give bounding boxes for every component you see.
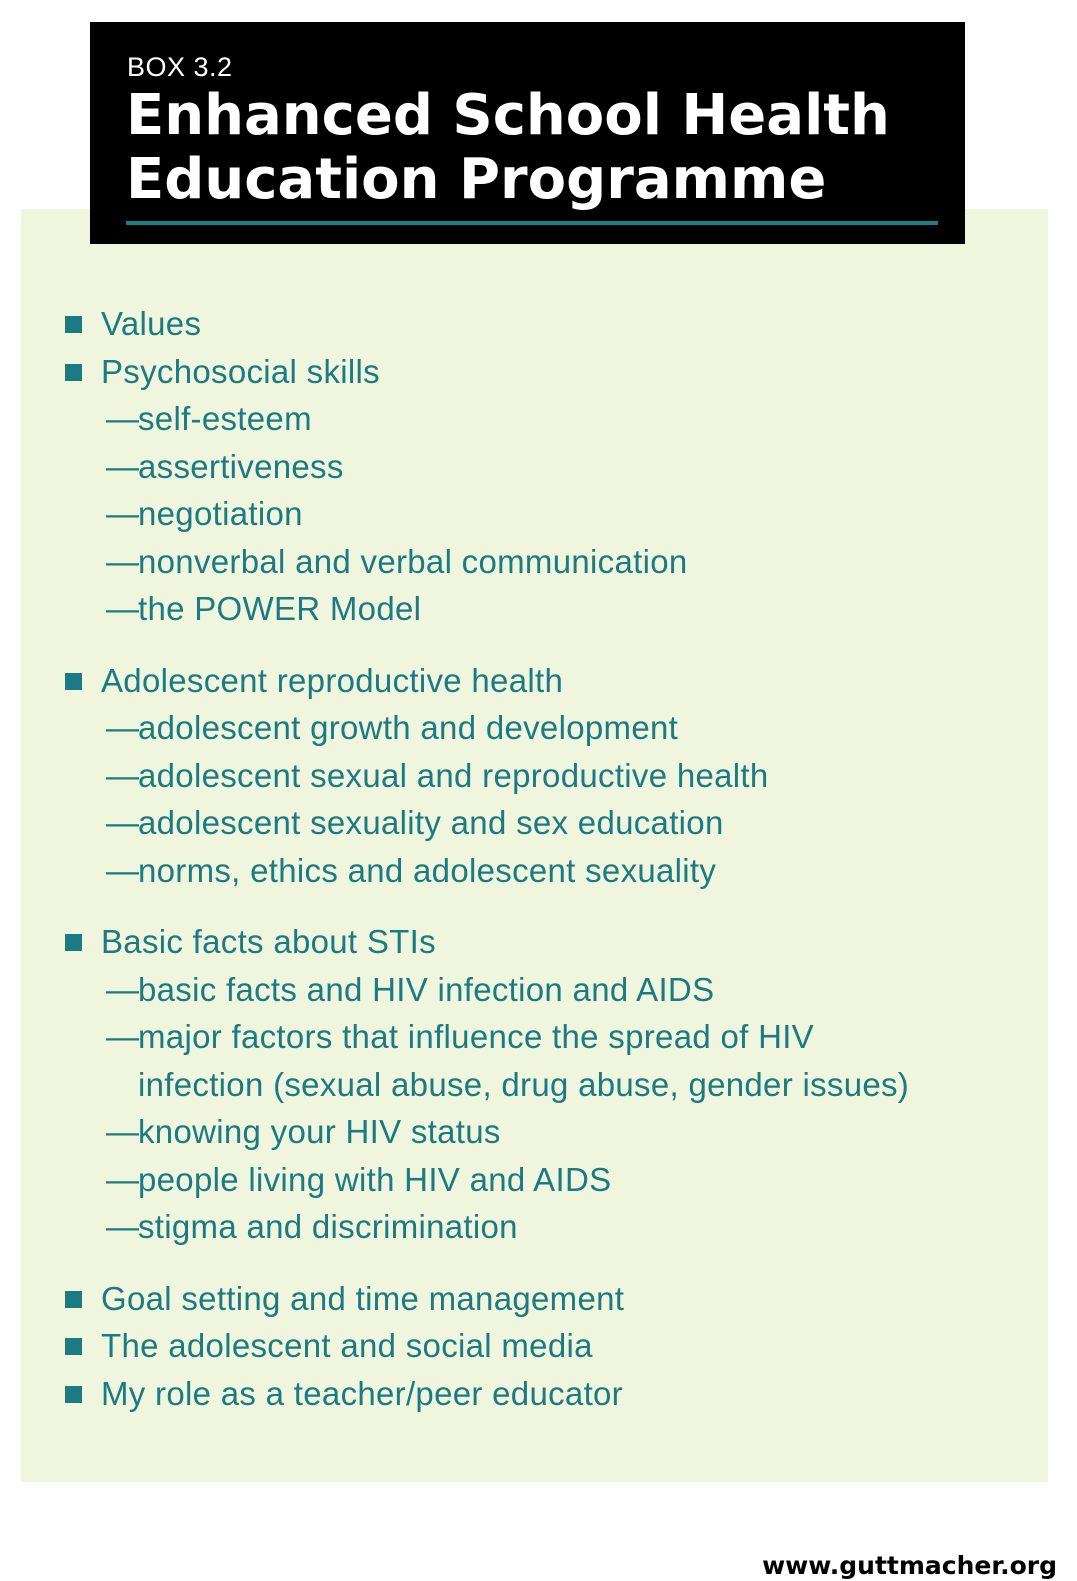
sub-list-item xyxy=(0,847,1077,895)
sub-list-item xyxy=(0,704,1077,752)
list-item xyxy=(0,657,1077,705)
dash-marker: — xyxy=(106,851,140,889)
list-item-text: adolescent sexuality and sex education xyxy=(138,804,724,841)
list-item-text: basic facts and HIV infection and AIDS xyxy=(138,970,715,1008)
sub-list-item-continuation xyxy=(0,1061,1077,1109)
box-title-line-2: Education Programme xyxy=(126,147,827,212)
square-bullet-icon xyxy=(65,934,82,951)
sub-list-item xyxy=(0,538,1077,586)
list-item-text: assertiveness xyxy=(138,447,344,485)
list-item-text: norms, ethics and adolescent sexuality xyxy=(138,851,717,889)
sub-list-item xyxy=(0,490,1077,538)
list-item-text: My role as a teacher/peer educator xyxy=(101,1374,623,1412)
list-item xyxy=(0,348,1077,396)
sub-list-item xyxy=(0,752,1077,800)
dash-marker: — xyxy=(106,756,140,794)
sub-list-item xyxy=(0,799,1077,847)
list-item-text: self-esteem xyxy=(138,400,312,437)
dash-marker: — xyxy=(106,400,140,437)
title-underline xyxy=(126,221,938,225)
list-group xyxy=(0,657,1077,895)
square-bullet-icon xyxy=(65,1338,82,1355)
list-group xyxy=(0,918,1077,1251)
list-item xyxy=(0,918,1077,966)
dash-marker: — xyxy=(106,590,140,627)
list-item-text: Basic facts about STIs xyxy=(101,923,436,960)
list-item-text: Psychosocial skills xyxy=(101,352,380,390)
list-item xyxy=(0,1275,1077,1323)
dash-marker: — xyxy=(106,709,140,746)
dash-marker: — xyxy=(106,970,140,1008)
square-bullet-icon xyxy=(65,673,82,690)
list-item-text: negotiation xyxy=(138,495,303,532)
list-item-text: infection (sexual abuse, drug abuse, gender issues) xyxy=(138,1065,910,1103)
list-item-text: stigma and discrimination xyxy=(138,1208,518,1245)
square-bullet-icon xyxy=(65,316,82,333)
list-item xyxy=(0,1370,1077,1418)
dash-marker: — xyxy=(106,804,140,841)
list-item-text: nonverbal and verbal communication xyxy=(138,542,688,580)
sub-list-item xyxy=(0,1156,1077,1204)
list-item-text: Values xyxy=(101,305,202,342)
list-item-text: major factors that influence the spread of HIV xyxy=(138,1018,814,1055)
sub-list-item xyxy=(0,966,1077,1014)
box-label: BOX 3.2 xyxy=(127,52,233,82)
list-item-text: Adolescent reproductive health xyxy=(101,661,564,699)
dash-marker: — xyxy=(106,1160,140,1198)
sub-list-item xyxy=(0,1203,1077,1251)
box-title-line-1: Enhanced School Health xyxy=(126,83,890,148)
box-title xyxy=(126,84,890,212)
list-item-text: adolescent sexual and reproductive health xyxy=(138,756,769,794)
list-item-text: adolescent growth and development xyxy=(138,709,679,746)
sub-list-item xyxy=(0,1013,1077,1061)
list-item-text: The adolescent and social media xyxy=(101,1327,593,1364)
box-header xyxy=(90,22,965,244)
dash-marker: — xyxy=(106,495,140,532)
list-group xyxy=(0,1275,1077,1418)
list-group xyxy=(0,300,1077,633)
programme-list xyxy=(0,300,1077,1441)
sub-list-item xyxy=(0,585,1077,633)
list-item xyxy=(0,1322,1077,1370)
list-item xyxy=(0,300,1077,348)
dash-marker: — xyxy=(106,447,140,485)
dash-marker: — xyxy=(106,1113,140,1150)
sub-list-item xyxy=(0,443,1077,491)
square-bullet-icon xyxy=(65,364,82,381)
list-item-text: Goal setting and time management xyxy=(101,1279,625,1317)
dash-marker: — xyxy=(106,542,140,580)
square-bullet-icon xyxy=(65,1386,82,1403)
dash-marker: — xyxy=(106,1018,140,1055)
dash-marker: — xyxy=(106,1208,140,1245)
footer-url: www.guttmacher.org xyxy=(762,1551,1057,1580)
square-bullet-icon xyxy=(65,1291,82,1308)
sub-list-item xyxy=(0,1108,1077,1156)
list-item-text: people living with HIV and AIDS xyxy=(138,1160,612,1198)
sub-list-item xyxy=(0,395,1077,443)
list-item-text: knowing your HIV status xyxy=(138,1113,501,1150)
list-item-text: the POWER Model xyxy=(138,590,422,627)
